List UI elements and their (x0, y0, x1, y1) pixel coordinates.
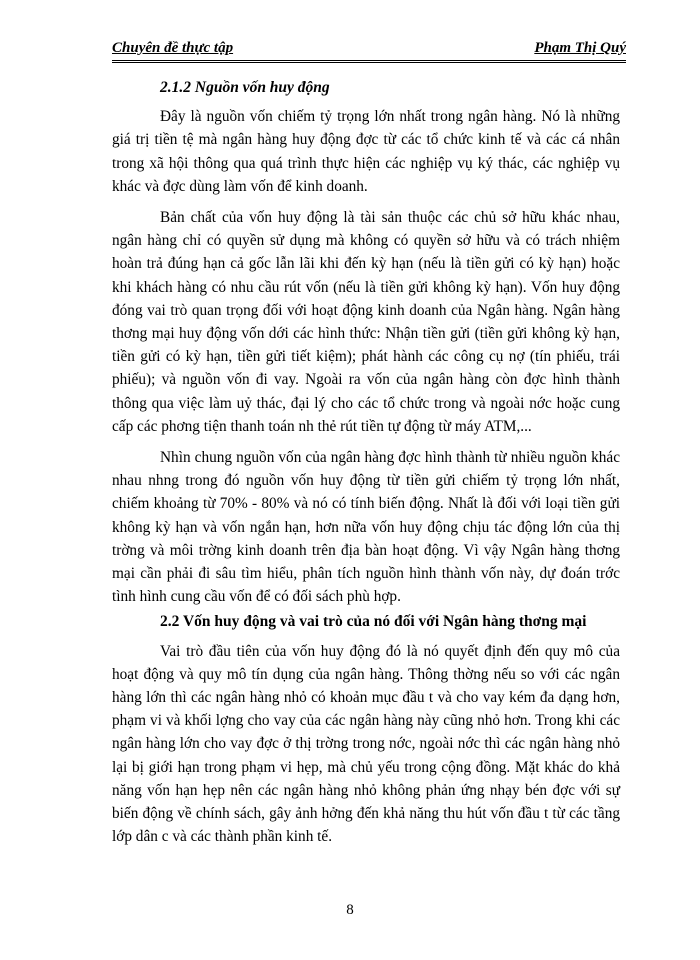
page-number: 8 (346, 902, 354, 918)
paragraph: Nhìn chung nguồn vốn của ngân hàng đợc hình thành từ nhiều nguồn khác nhau nhng trong đó nguồn vốn huy động từ tiền gửi chiếm tỷ trọng lớn nhất, chiếm khoảng từ 70% - 80% và nó có tính biến động. Nhất là đối với loại tiền gửi không kỳ hạn và vốn ngắn hạn, hơn nữa vốn huy động chịu tác động lớn của thị trờng và môi trờng kinh doanh trên địa bàn hoạt động. Vì vậy Ngân hàng thơng mại cần phải đi sâu tìm hiểu, phân tích nguồn hình thành vốn này, dự đoán trớc tình hình cung cầu vốn để có đối sách phù hợp. (112, 449, 620, 606)
header-author-name: Phạm Thị Quý (534, 40, 626, 56)
header-document-title: Chuyên đề thực tập (112, 40, 234, 56)
section-heading-2-2: 2.2 Vốn huy động và vai trò của nó đối với Ngân hàng thơng mại (160, 613, 587, 631)
header-divider (112, 60, 626, 63)
paragraph: Vai trò đầu tiên của vốn huy động đó là nó quyết định đến quy mô của hoạt động và quy mô tín dụng của ngân hàng. Thông thờng nếu so với các ngân hàng lớn thì các ngân hàng nhỏ có khoản mục đầu t và cho vay kém đa dạng hơn, phạm vi và khối lợng cho vay của các ngân hàng này cũng nhỏ hơn. Trong khi các ngân hàng lớn cho vay đợc ở thị trờng trong nớc, ngoài nớc thì các ngân hàng nhỏ lại bị giới hạn trong phạm vi hẹp, mà chủ yếu trong cộng đồng. Mặt khác do khả năng vốn hạn hẹp nên các ngân hàng nhỏ không phản ứng nhạy bén đợc với sự biến động về chính sách, gây ảnh hởng đến khả năng thu hút vốn đầu t từ các tầng lớp dân c và các thành phần kinh tế. (112, 642, 620, 846)
paragraph: Bản chất của vốn huy động là tài sản thuộc các chủ sở hữu khác nhau, ngân hàng chỉ có quyền sử dụng mà không có quyền sở hữu và có trách nhiệm hoàn trả đúng hạn cả gốc lẫn lãi khi đến kỳ hạn (nếu là tiền gửi có kỳ hạn) hoặc khi khách hàng có nhu cầu rút vốn (nếu là tiền gửi không kỳ hạn). Vốn huy động đóng vai trò quan trọng đối với hoạt động kinh doanh của Ngân hàng. Ngân hàng thơng mại huy động vốn dới các hình thức: Nhận tiền gửi (tiền gửi không kỳ hạn, tiền gửi có kỳ hạn, tiền gửi tiết kiệm); phát hành các công cụ nợ (tín phiếu, trái phiếu); và nguồn vốn đi vay. Ngoài ra vốn của ngân hàng còn đợc hình thành thông qua việc làm uỷ thác, đại lý cho các tổ chức trong và ngoài nớc hoặc cung cấp các phơng tiện thanh toán nh thẻ rút tiền tự động từ máy ATM,... (112, 209, 620, 435)
running-header (112, 38, 626, 60)
body-content (112, 70, 620, 849)
subsection-heading-2-1-2: 2.1.2 Nguồn vốn huy động (160, 79, 330, 96)
paragraph: Đây là nguồn vốn chiếm tỷ trọng lớn nhất trong ngân hàng. Nó là những giá trị tiền tệ mà ngân hàng huy động đợc từ các tổ chức kinh tế và các cá nhân trong xã hội thông qua quá trình thực hiện các nghiệp vụ ký thác, các nghiệp vụ khác và đợc dùng làm vốn để kinh doanh. (112, 108, 620, 195)
